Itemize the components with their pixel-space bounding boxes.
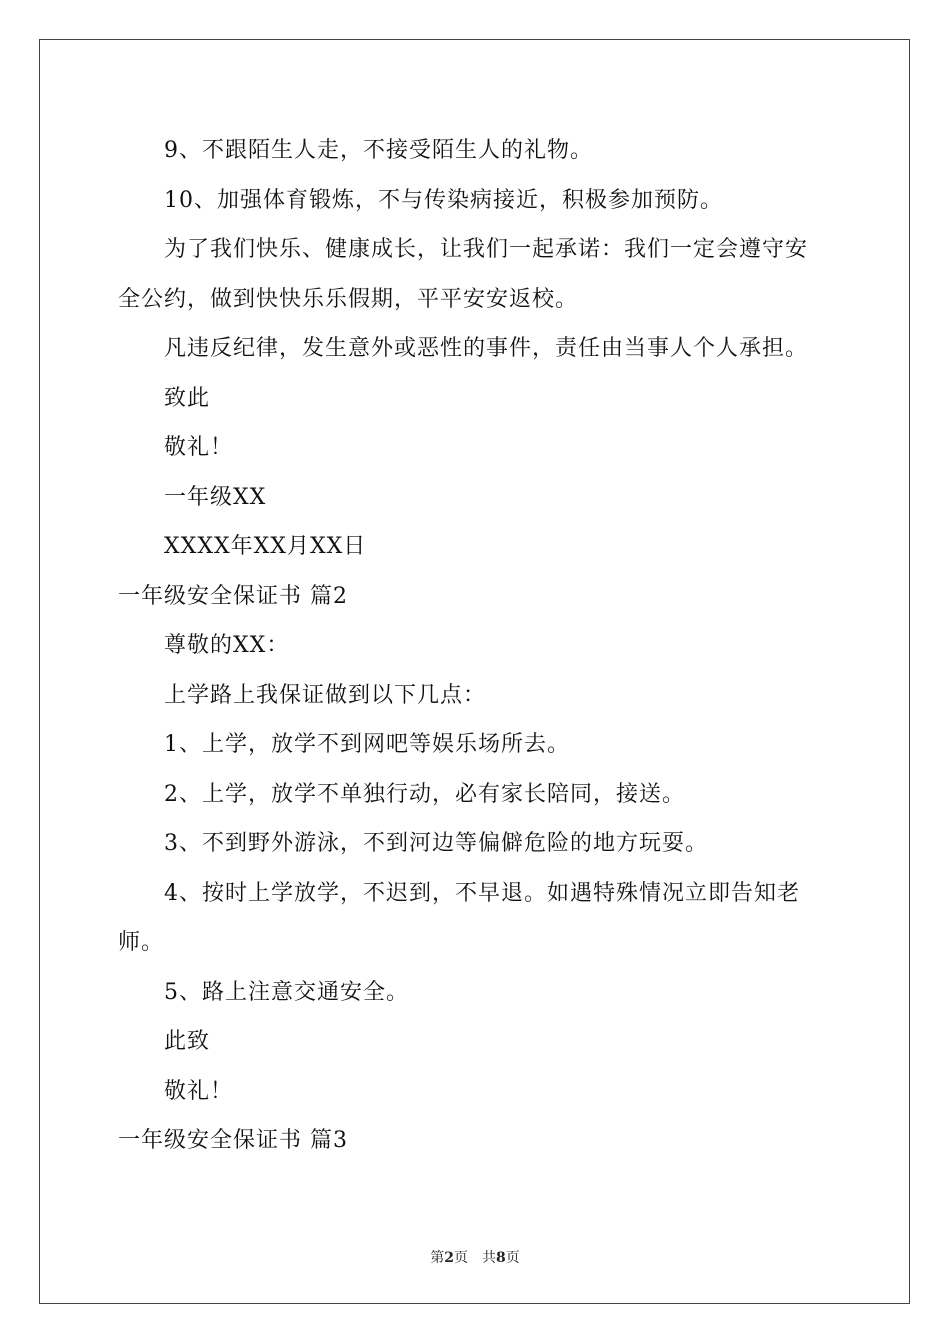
page-suffix: 页	[454, 1250, 468, 1266]
list-item-2: 2、上学，放学不单独行动，必有家长陪同，接送。	[164, 781, 685, 807]
list-item-10: 10、加强体育锻炼，不与传染病接近，积极参加预防。	[164, 187, 723, 213]
signature-date: XXXX年XX月XX日	[164, 534, 367, 559]
signature-class: 一年级XX	[164, 484, 267, 510]
total-suffix: 页	[505, 1250, 520, 1266]
page-footer	[0, 1247, 950, 1267]
list-item-9: 9、不跟陌生人走，不接受陌生人的礼物。	[164, 138, 593, 163]
page-prefix: 第	[430, 1250, 445, 1266]
list-item-4-line-1: 4、按时上学放学，不迟到，不早退。如遇特殊情况立即告知老	[164, 880, 800, 906]
page-current: 2	[444, 1250, 454, 1266]
closing-salute-2: 敬礼！	[164, 1078, 234, 1104]
promise-paragraph-line-1: 为了我们快乐、健康成长，让我们一起承诺：我们一定会遵守安	[164, 237, 809, 262]
closing-greeting: 致此	[164, 385, 211, 411]
list-item-4-line-2: 师。	[118, 930, 165, 955]
salutation: 尊敬的XX：	[164, 633, 290, 658]
promise-paragraph-line-2: 全公约，做到快快乐乐假期，平平安安返校。	[118, 286, 579, 312]
section-heading-2: 一年级安全保证书 篇2	[118, 583, 348, 609]
section-heading-3: 一年级安全保证书 篇3	[118, 1128, 348, 1153]
intro-paragraph: 上学路上我保证做到以下几点：	[164, 682, 487, 708]
list-item-3: 3、不到野外游泳，不到河边等偏僻危险的地方玩耍。	[164, 831, 708, 856]
responsibility-paragraph: 凡违反纪律，发生意外或恶性的事件，责任由当事人个人承担。	[164, 336, 809, 361]
closing-salute: 敬礼！	[164, 435, 234, 460]
page-total: 8	[496, 1250, 506, 1266]
closing-greeting-2: 此致	[164, 1029, 211, 1054]
list-item-5: 5、路上注意交通安全。	[164, 979, 409, 1005]
total-prefix: 共	[482, 1250, 496, 1266]
document-body	[118, 126, 834, 1166]
list-item-1: 1、上学，放学不到网吧等娱乐场所去。	[164, 732, 570, 757]
